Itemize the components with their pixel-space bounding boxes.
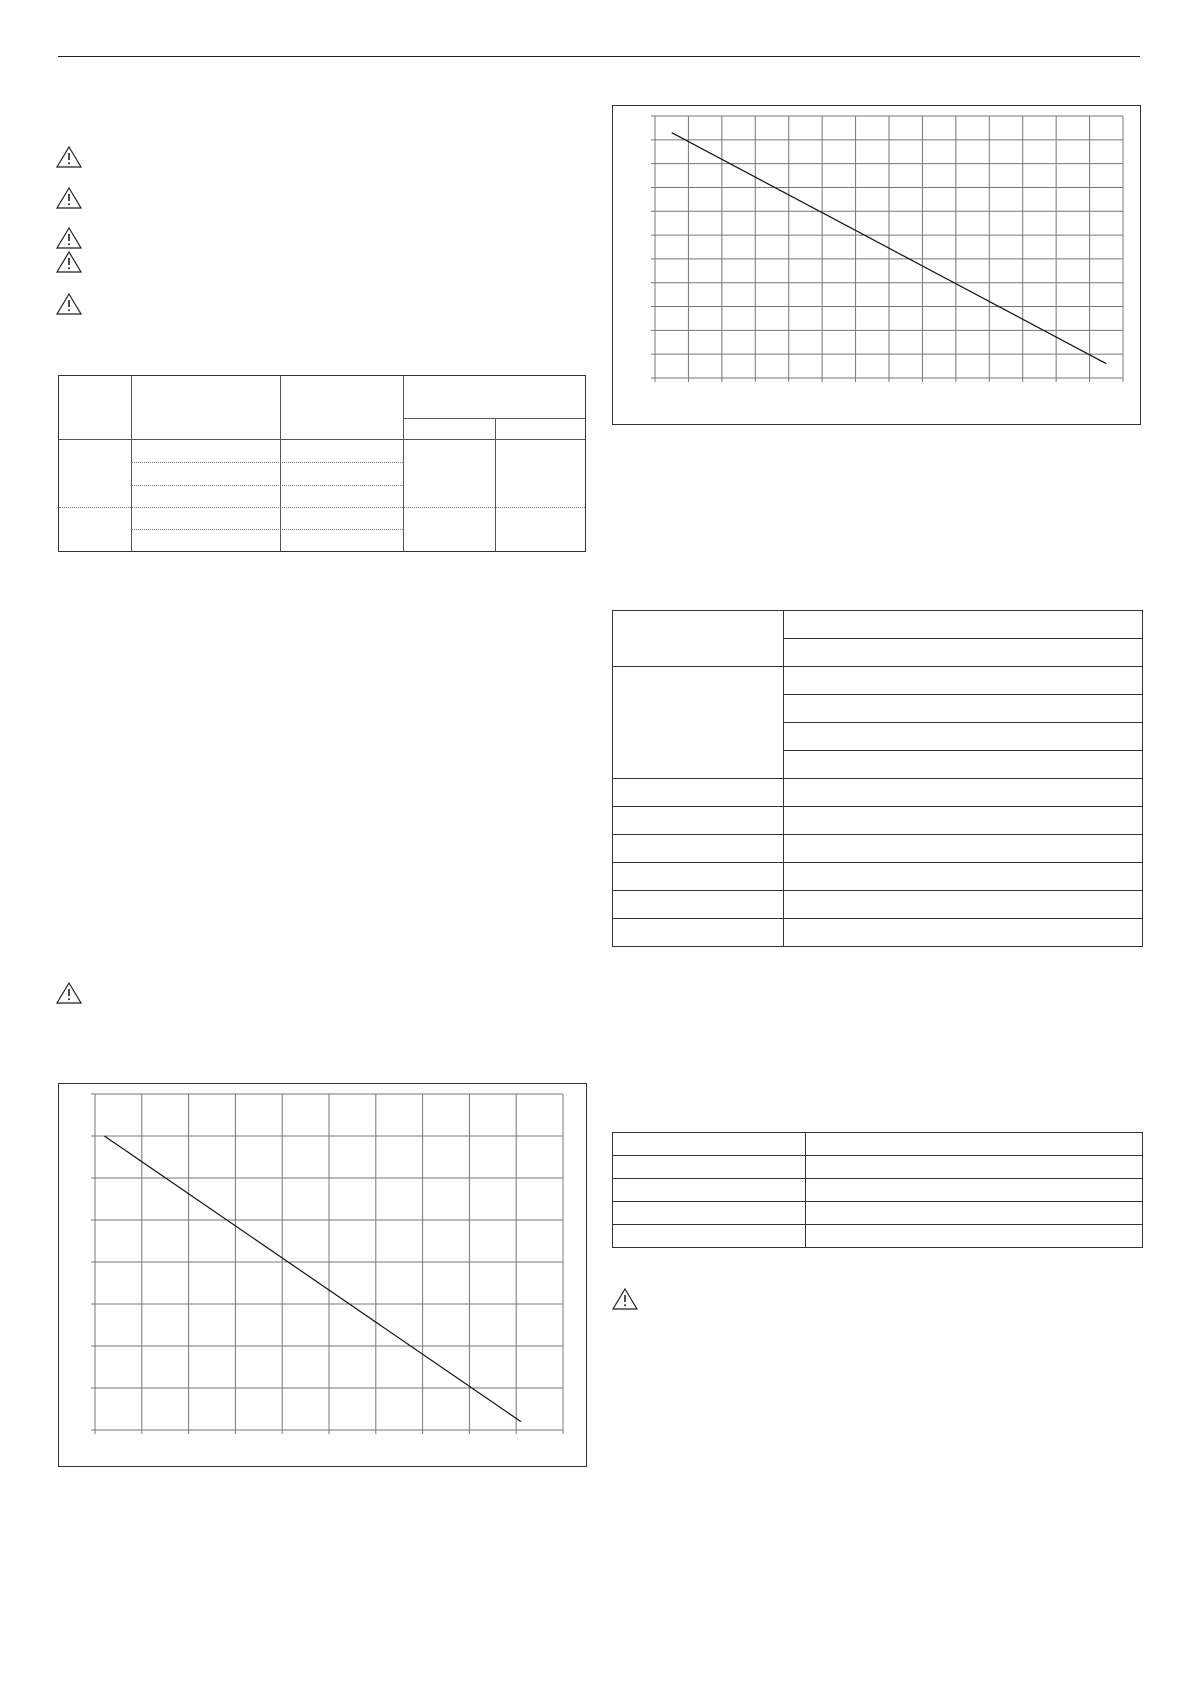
table-cell — [613, 1156, 806, 1179]
table-header-bottom — [59, 439, 585, 440]
chart-top-right — [612, 105, 1141, 425]
table-cell — [613, 611, 784, 667]
table-row-divider — [131, 485, 403, 486]
table-cell — [806, 1202, 1143, 1225]
table-cell — [784, 863, 1143, 891]
warning-triangle-icon — [56, 187, 82, 209]
table-row-divider — [131, 529, 403, 530]
table-column-divider — [403, 376, 404, 551]
chart-2-svg — [59, 1084, 588, 1468]
chart-1-svg — [613, 106, 1142, 426]
table-cell — [806, 1179, 1143, 1202]
table-row-divider — [131, 462, 403, 463]
table-group-divider — [59, 507, 585, 508]
table-cell — [784, 919, 1143, 947]
table-cell — [784, 835, 1143, 863]
right-table-a — [612, 610, 1143, 947]
table-cell — [784, 723, 1143, 751]
table-cell — [784, 639, 1143, 667]
table-column-divider — [495, 418, 496, 551]
warning-triangle-icon — [56, 227, 82, 249]
specification-table — [58, 375, 586, 552]
table-column-divider — [280, 376, 281, 551]
table-cell — [784, 751, 1143, 779]
warning-triangle-icon — [56, 146, 82, 168]
table-cell — [613, 1133, 806, 1156]
table-column-divider — [131, 376, 132, 551]
header-rule — [58, 56, 1140, 57]
table-cell — [613, 1202, 806, 1225]
table-cell — [613, 667, 784, 779]
table-cell — [613, 1179, 806, 1202]
table-cell — [806, 1133, 1143, 1156]
table-cell — [784, 611, 1143, 639]
chart-bottom-left — [58, 1083, 587, 1467]
series-line — [104, 1136, 521, 1422]
table-cell — [613, 919, 784, 947]
table-cell — [613, 835, 784, 863]
table-header-divider — [403, 418, 585, 419]
table-cell — [784, 667, 1143, 695]
table-cell — [613, 863, 784, 891]
warning-triangle-icon — [56, 293, 82, 315]
table-cell — [613, 891, 784, 919]
table-cell — [784, 891, 1143, 919]
table-cell — [613, 807, 784, 835]
table-cell — [613, 1225, 806, 1248]
warning-triangle-icon — [612, 1288, 638, 1310]
table-cell — [613, 779, 784, 807]
table-cell — [784, 807, 1143, 835]
table-cell — [784, 779, 1143, 807]
warning-triangle-icon — [56, 982, 82, 1004]
table-cell — [784, 695, 1143, 723]
right-table-b — [612, 1132, 1143, 1248]
table-cell — [806, 1225, 1143, 1248]
table-cell — [806, 1156, 1143, 1179]
warning-triangle-icon — [56, 251, 82, 273]
